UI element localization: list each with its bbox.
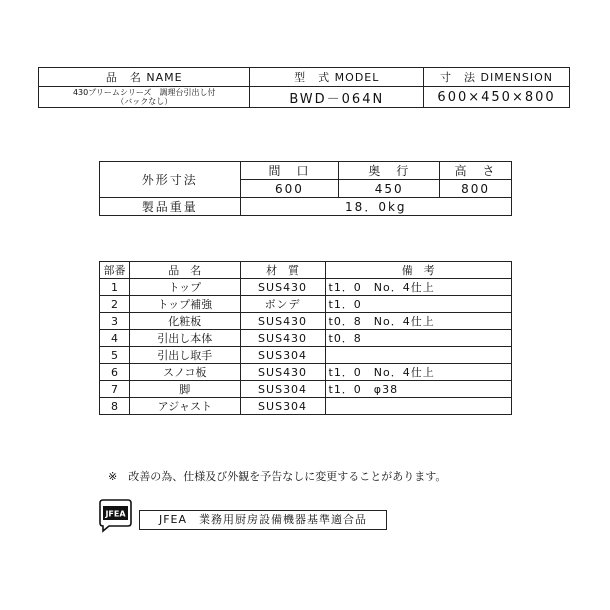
product-name bbox=[39, 87, 250, 108]
outer-size-label: 外形寸法 bbox=[100, 162, 241, 198]
part-no: 5 bbox=[100, 347, 130, 364]
part-remarks bbox=[325, 398, 512, 415]
material-header: 材 質 bbox=[240, 262, 325, 279]
model-label: 型 式 MODEL bbox=[250, 68, 424, 87]
parts-table bbox=[99, 261, 512, 415]
jfea-certification-label: JFEA 業務用厨房設備機器基準適合品 bbox=[139, 510, 387, 530]
spec-header-table bbox=[38, 67, 570, 108]
weight-row bbox=[100, 198, 512, 216]
part-name: トップ bbox=[129, 279, 240, 296]
disclaimer-note: ※ 改善の為、仕様及び外観を予告なしに変更することがあります。 bbox=[108, 470, 447, 483]
product-name-line1: 430プリームシリーズ 調理台引出し付 bbox=[72, 88, 216, 97]
part-name: 引出し取手 bbox=[129, 347, 240, 364]
part-no: 7 bbox=[100, 381, 130, 398]
part-material: SUS304 bbox=[240, 347, 325, 364]
table-row bbox=[100, 279, 512, 296]
remarks-header: 備 考 bbox=[325, 262, 512, 279]
header-value-row bbox=[39, 87, 570, 108]
parts-header-row bbox=[100, 262, 512, 279]
table-row bbox=[100, 364, 512, 381]
table-row bbox=[100, 347, 512, 364]
table-row bbox=[100, 398, 512, 415]
name-label: 品 名 NAME bbox=[39, 68, 250, 87]
part-material: SUS430 bbox=[240, 364, 325, 381]
product-name-line2: （バックなし） bbox=[116, 97, 173, 106]
dimensions-table bbox=[99, 161, 512, 216]
height-value: 800 bbox=[440, 180, 512, 198]
part-name: トップ補強 bbox=[129, 296, 240, 313]
depth-header: 奥 行 bbox=[339, 162, 440, 180]
part-material: SUS304 bbox=[240, 398, 325, 415]
jfea-logo-icon bbox=[97, 497, 134, 534]
width-value: 600 bbox=[240, 180, 339, 198]
part-name-header: 品 名 bbox=[129, 262, 240, 279]
part-material: SUS430 bbox=[240, 330, 325, 347]
part-remarks: t1．0 No．4仕上 bbox=[325, 279, 512, 296]
table-row bbox=[100, 381, 512, 398]
dimension-label: 寸 法 DIMENSION bbox=[424, 68, 570, 87]
part-remarks: t1．0 bbox=[325, 296, 512, 313]
model-value: BWD－064N bbox=[250, 87, 424, 108]
weight-label: 製品重量 bbox=[100, 198, 241, 216]
width-header: 間 口 bbox=[240, 162, 339, 180]
dimension-value: 600×450×800 bbox=[424, 87, 570, 108]
jfea-logo-text: JFEA bbox=[105, 509, 126, 519]
part-name: 引出し本体 bbox=[129, 330, 240, 347]
part-material: SUS430 bbox=[240, 279, 325, 296]
part-name: アジャスト bbox=[129, 398, 240, 415]
part-no: 1 bbox=[100, 279, 130, 296]
part-material: ボンデ bbox=[240, 296, 325, 313]
part-no-header: 部番 bbox=[100, 262, 130, 279]
weight-value: 18．0kg bbox=[240, 198, 511, 216]
part-name: 化粧板 bbox=[129, 313, 240, 330]
part-no: 2 bbox=[100, 296, 130, 313]
part-no: 3 bbox=[100, 313, 130, 330]
part-no: 8 bbox=[100, 398, 130, 415]
part-remarks bbox=[325, 347, 512, 364]
part-no: 6 bbox=[100, 364, 130, 381]
part-remarks: t0．8 No．4仕上 bbox=[325, 313, 512, 330]
part-material: SUS304 bbox=[240, 381, 325, 398]
height-header: 高 さ bbox=[440, 162, 512, 180]
table-row bbox=[100, 313, 512, 330]
part-remarks: t1．0 φ38 bbox=[325, 381, 512, 398]
table-row bbox=[100, 296, 512, 313]
part-remarks: t1．0 No．4仕上 bbox=[325, 364, 512, 381]
header-label-row bbox=[39, 68, 570, 87]
part-name: 脚 bbox=[129, 381, 240, 398]
part-no: 4 bbox=[100, 330, 130, 347]
part-remarks: t0．8 bbox=[325, 330, 512, 347]
part-name: スノコ板 bbox=[129, 364, 240, 381]
table-row bbox=[100, 330, 512, 347]
depth-value: 450 bbox=[339, 180, 440, 198]
part-material: SUS430 bbox=[240, 313, 325, 330]
dimension-header-row bbox=[100, 162, 512, 180]
